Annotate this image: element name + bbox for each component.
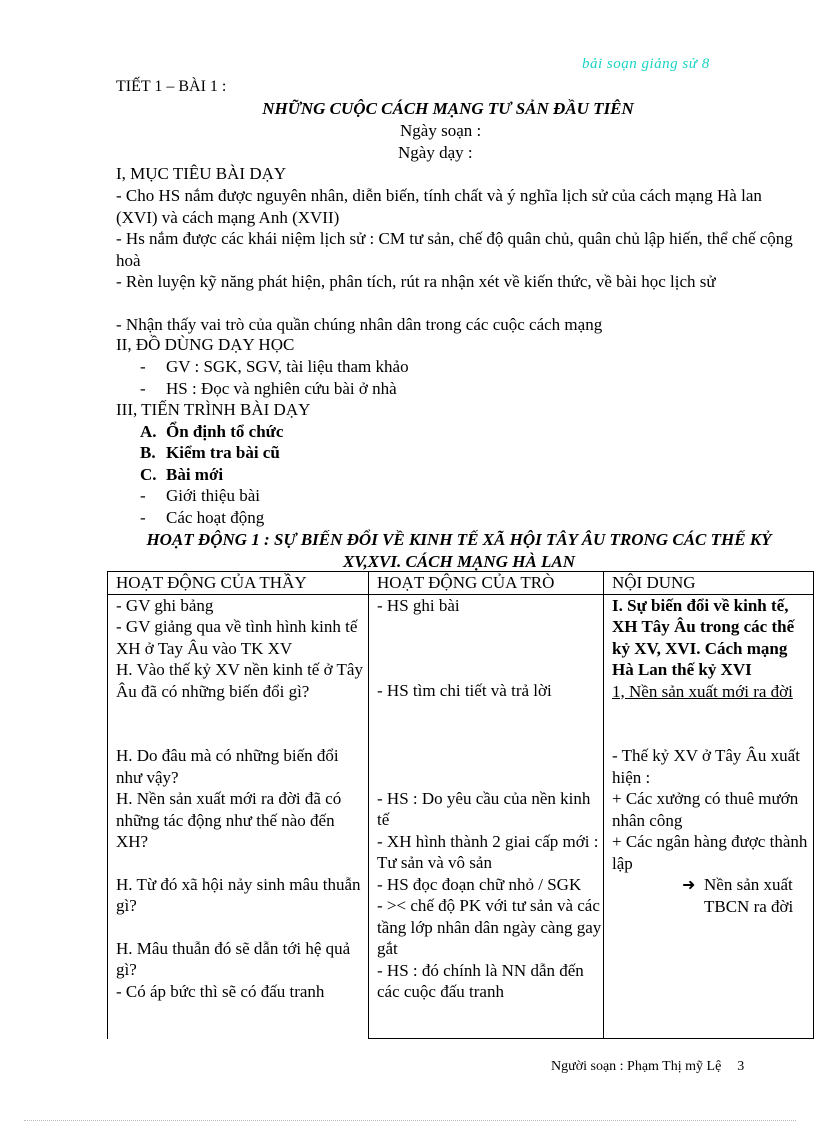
content-line: - Thế kỷ XV ở Tây Âu xuất hiện : [612,746,800,787]
conclusion-text: Nền sản xuất TBCN ra đời [704,875,794,916]
teacher-item: H. Từ đó xã hội nảy sinh mâu thuẫn gì? [116,874,361,915]
date-taught: Ngày dạy : [398,143,473,162]
student-item: - HS đọc đoạn chữ nhỏ / SGK [377,874,582,894]
teacher-column [108,594,369,1039]
student-item: - HS ghi bài [377,595,460,615]
lesson-label: TIẾT 1 – BÀI 1 : [116,78,227,95]
objective-3: - Rèn luyện kỹ năng phát hiện, phân tích, rút ra nhận xét về kiến thức, về bài học lịch sử [116,272,716,291]
page-number: 3 [737,1059,745,1074]
student-item: - HS tìm chi tiết và trả lời [377,681,552,700]
objective-2: - Hs nắm được các khái niệm lịch sử : CM tư sản, chế độ quân chủ, quân chủ lập hiến, thể chế cộng hoà [116,229,793,270]
teacher-item: H. Vào thế kỷ XV nền kinh tế ở Tây Âu đã có những biến đổi gì? [116,660,363,701]
objectives-heading: I, MỤC TIÊU BÀI DẠY [116,164,287,183]
process-step-a: A. Ổn định tổ chức [140,422,284,441]
objective-1: - Cho HS nắm được nguyên nhân, diễn biến, tính chất và ý nghĩa lịch sử của cách mạng Hà lan (XVI) và cách mạng Anh (XVII) [116,186,762,227]
process-heading: III, TIẾN TRÌNH BÀI DẠY [116,400,311,419]
watermark: bải soạn giảng sử 8 [582,56,710,72]
student-column [369,594,604,1039]
teacher-item: - GV giảng qua về tình hình kinh tế XH ở Tay Âu vào TK XV [116,617,358,658]
process-bullet: - Giới thiệu bài [140,486,260,505]
header-content: NỘI DUNG [604,572,814,595]
right-arrow-icon: ➜ [682,877,696,894]
student-item: - HS : Do yêu cầu của nền kinh tế [377,788,591,829]
teacher-item: H. Mâu thuẫn đó sẽ dẫn tới hệ quả gì? [116,938,351,979]
header-student: HOẠT ĐỘNG CỦA TRÒ [369,572,604,595]
date-prepared: Ngày soạn : [400,121,482,140]
material-item: - HS : Đọc và nghiên cứu bài ở nhà [140,379,397,398]
lesson-table [107,571,814,1039]
page-divider [24,1120,796,1121]
content-conclusion [612,874,813,917]
content-line: + Các xưởng có thuê mướn nhân công [612,789,799,830]
teacher-item: - Có áp bức thì sẽ có đấu tranh [116,981,325,1001]
teacher-item: H. Nền sản xuất mới ra đời đã có những tác động như thế nào đến XH? [116,789,342,851]
page-title: NHỮNG CUỘC CÁCH MẠNG TƯ SẢN ĐẦU TIÊN [262,99,634,118]
objective-4: - Nhận thấy vai trò của quần chúng nhân dân trong các cuộc cách mạng [116,315,603,334]
header-teacher: HOẠT ĐỘNG CỦA THẦY [108,572,369,595]
activity-heading: HOẠT ĐỘNG 1 : SỰ BIẾN ĐỔI VỀ KINH TẾ XÃ HỘI TÂY ÂU TRONG CÁC THẾ KỶ XV,XVI. CÁCH MẠNG HÀ LAN [146,530,772,571]
footer [551,1057,744,1077]
student-item: - HS : đó chính là NN dẫn đến các cuộc đấu tranh [377,960,584,1001]
teacher-item: H. Do đâu mà có những biến đổi như vậy? [116,746,339,787]
content-heading: I. Sự biến đổi về kinh tế, XH Tây Âu trong các thế kỷ XV, XVI. Cách mạng Hà Lan thế kỷ XVI [612,595,795,679]
material-item: - GV : SGK, SGV, tài liệu tham khảo [140,357,409,376]
content-subheading: 1, Nền sản xuất mới ra đời [612,681,793,701]
student-item: - >< chế độ PK với tư sản và các tầng lớp nhân dân ngày càng gay gắt [377,896,602,958]
materials-heading: II, ĐỒ DÙNG DẠY HỌC [116,335,295,354]
process-bullet: - Các hoạt động [140,508,265,527]
footer-author: Người soạn : Phạm Thị mỹ Lệ [551,1059,722,1074]
table-row [108,594,814,1039]
teacher-item: - GV ghi bảng [116,595,214,615]
process-step-b: B. Kiểm tra bài cũ [140,443,280,462]
content-line: + Các ngân hàng được thành lập [612,832,808,873]
process-step-c: C. Bài mới [140,465,224,484]
table-header-row [108,572,814,595]
content-column [604,594,814,1039]
student-item: - XH hình thành 2 giai cấp mới : Tư sản và vô sản [377,831,599,872]
